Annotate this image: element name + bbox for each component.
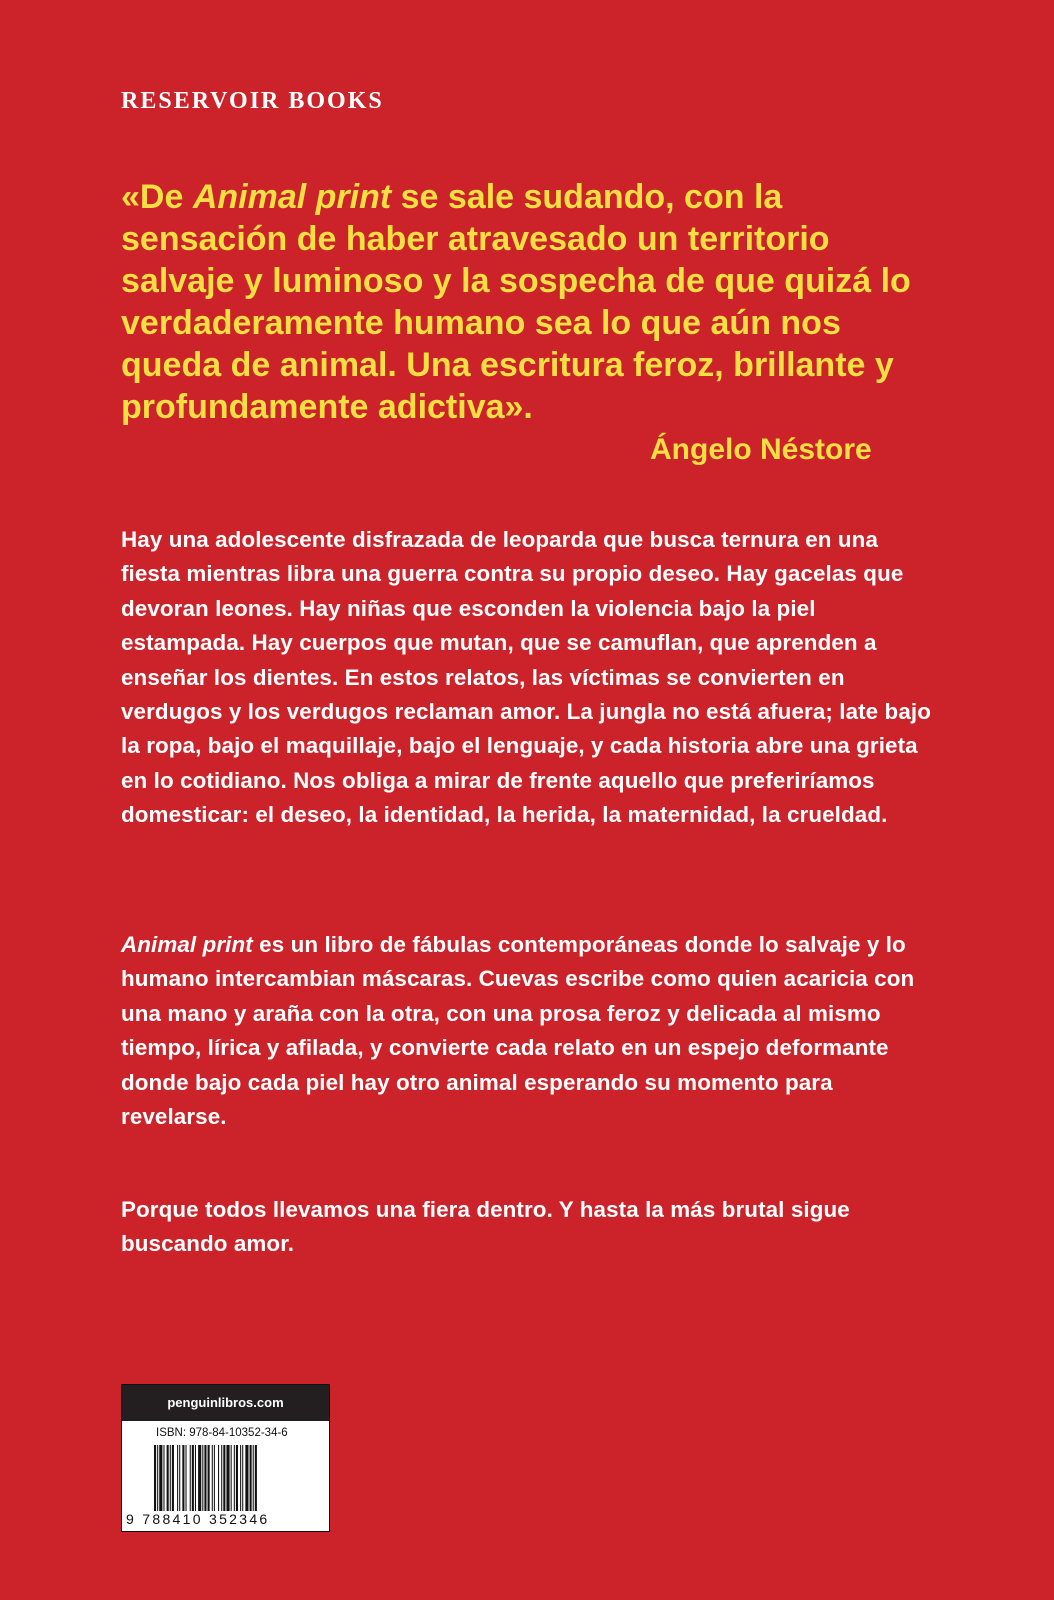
isbn-label: ISBN: 978-84-10352-34-6: [156, 1427, 288, 1439]
synopsis-paragraph-2: [121, 928, 941, 1134]
blurb-quote: [121, 176, 941, 428]
quote-open: «De: [121, 178, 193, 216]
quote-author: Ángelo Néstore: [650, 433, 872, 466]
publisher-website: penguinlibros.com: [122, 1385, 329, 1421]
isbn-barcode-box: [121, 1384, 330, 1532]
barcode-digits: 9 788410 352346: [126, 1511, 270, 1527]
synopsis-paragraph-2-text: es un libro de fábulas contemporáneas donde lo salvaje y lo humano intercambian máscaras. Cuevas escribe como quien acaricia con una mano y araña con la otra, con una prosa feroz y delicada al mismo tiempo, lírica y afilada, y convierte cada relato en un espejo deformante donde bajo cada piel hay otro animal esperando su momento para revelarse.: [121, 932, 915, 1130]
synopsis-paragraph-3: Porque todos llevamos una fiera dentro. Y hasta la más brutal sigue buscando amor.: [121, 1197, 850, 1257]
barcode-icon: [152, 1445, 307, 1513]
synopsis-paragraph-1: Hay una adolescente disfrazada de leoparda que busca ternura en una fiesta mientras libra una guerra contra su propio deseo. Hay gacelas que devoran leones. Hay niñas que esconden la violencia bajo la piel estampada. Hay cuerpos que mutan, que se camuflan, que aprenden a enseñar los dientes. En estos relatos, las víctimas se convierten en verdugos y los verdugos reclaman amor. La jungla no está afuera; late bajo la ropa, bajo el maquillaje, bajo el lenguaje, y cada historia abre una grieta en lo cotidiano. Nos obliga a mirar de frente aquello que preferiríamos domesticar: el deseo, la identidad, la herida, la maternidad, la crueldad.: [121, 527, 931, 828]
publisher-logo: RESERVOIR BOOKS: [121, 88, 384, 114]
synopsis-book-title: Animal print: [121, 932, 253, 957]
quote-text: se sale sudando, con la sensación de haber atravesado un territorio salvaje y luminoso y la sospecha de que quizá lo verdaderamente humano sea lo que aún nos queda de animal. Una escritura feroz, brillante y profundamente adictiva».: [121, 178, 911, 426]
quote-book-title: Animal print: [192, 178, 392, 216]
